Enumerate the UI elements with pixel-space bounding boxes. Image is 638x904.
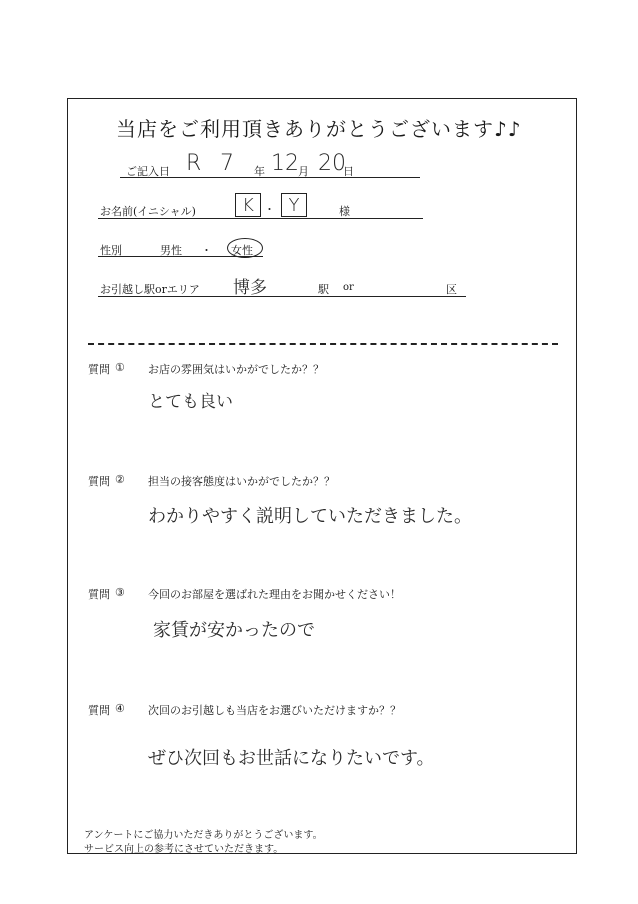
initial-1: K bbox=[242, 194, 254, 216]
gender-female: 女性 bbox=[231, 244, 253, 257]
survey-sheet bbox=[67, 98, 577, 854]
q3-label: 質問 bbox=[88, 588, 110, 601]
name-label: お名前(イニシャル) bbox=[100, 205, 196, 218]
gender-selection-circle bbox=[227, 238, 263, 258]
q3-text: 今回のお部屋を選ばれた理由をお聞かせください！ bbox=[148, 588, 401, 601]
footer-line-2: サービス向上の参考にさせていただきます。 bbox=[84, 844, 284, 855]
fill-date-day-unit: 日 bbox=[343, 165, 354, 178]
station-value: 博多 bbox=[233, 278, 267, 298]
initial-2: Y bbox=[288, 194, 300, 216]
gender-label: 性別 bbox=[100, 244, 122, 257]
initial-box-2 bbox=[281, 193, 307, 217]
q2-number: ② bbox=[115, 473, 125, 486]
q1-text: お店の雰囲気はいかがでしたか？？ bbox=[148, 363, 324, 376]
q2-text: 担当の接客態度はいかがでしたか？？ bbox=[148, 475, 335, 488]
q4-answer: ぜひ次回もお世話になりたいです。 bbox=[148, 748, 435, 769]
survey-title: 当店をご利用頂きありがとうございます♪♪ bbox=[116, 117, 522, 141]
footer-line-1: アンケートにご協力いただきありがとうございます。 bbox=[84, 830, 323, 841]
gender-separator: ・ bbox=[201, 244, 212, 257]
q1-number: ① bbox=[115, 361, 125, 374]
station-underline bbox=[98, 296, 466, 297]
q4-number: ④ bbox=[115, 702, 125, 715]
fill-date-label: ご記入日 bbox=[126, 165, 170, 178]
initial-dot: ・ bbox=[264, 203, 275, 216]
ward-suffix: 区 bbox=[446, 283, 457, 296]
q3-answer: 家賃が安かったので bbox=[153, 620, 315, 641]
q2-answer: わかりやすく説明していただきました。 bbox=[148, 506, 472, 527]
fill-date-month: 12 bbox=[271, 151, 299, 176]
section-divider bbox=[88, 343, 558, 345]
gender-underline bbox=[98, 256, 263, 257]
fill-date-year: 7 bbox=[220, 151, 234, 176]
gender-male: 男性 bbox=[160, 244, 182, 257]
initial-box-1 bbox=[235, 193, 261, 217]
q1-label: 質問 bbox=[88, 363, 110, 376]
fill-date-year-unit: 年 bbox=[254, 165, 265, 178]
q4-label: 質問 bbox=[88, 704, 110, 717]
station-suffix: 駅 bbox=[318, 283, 329, 296]
station-or: or bbox=[343, 282, 354, 293]
fill-date-day: 20 bbox=[318, 151, 346, 176]
q1-answer: とても良い bbox=[148, 392, 233, 412]
fill-date-era: R bbox=[186, 151, 202, 176]
fill-date-underline bbox=[120, 177, 420, 178]
honorific-label: 様 bbox=[339, 205, 350, 218]
q4-text: 次回のお引越しも当店をお選びいただけますか？？ bbox=[148, 704, 401, 717]
q2-label: 質問 bbox=[88, 475, 110, 488]
fill-date-month-unit: 月 bbox=[298, 165, 309, 178]
station-label: お引越し駅orエリア bbox=[100, 283, 200, 296]
q3-number: ③ bbox=[115, 586, 125, 599]
name-underline bbox=[98, 218, 423, 219]
